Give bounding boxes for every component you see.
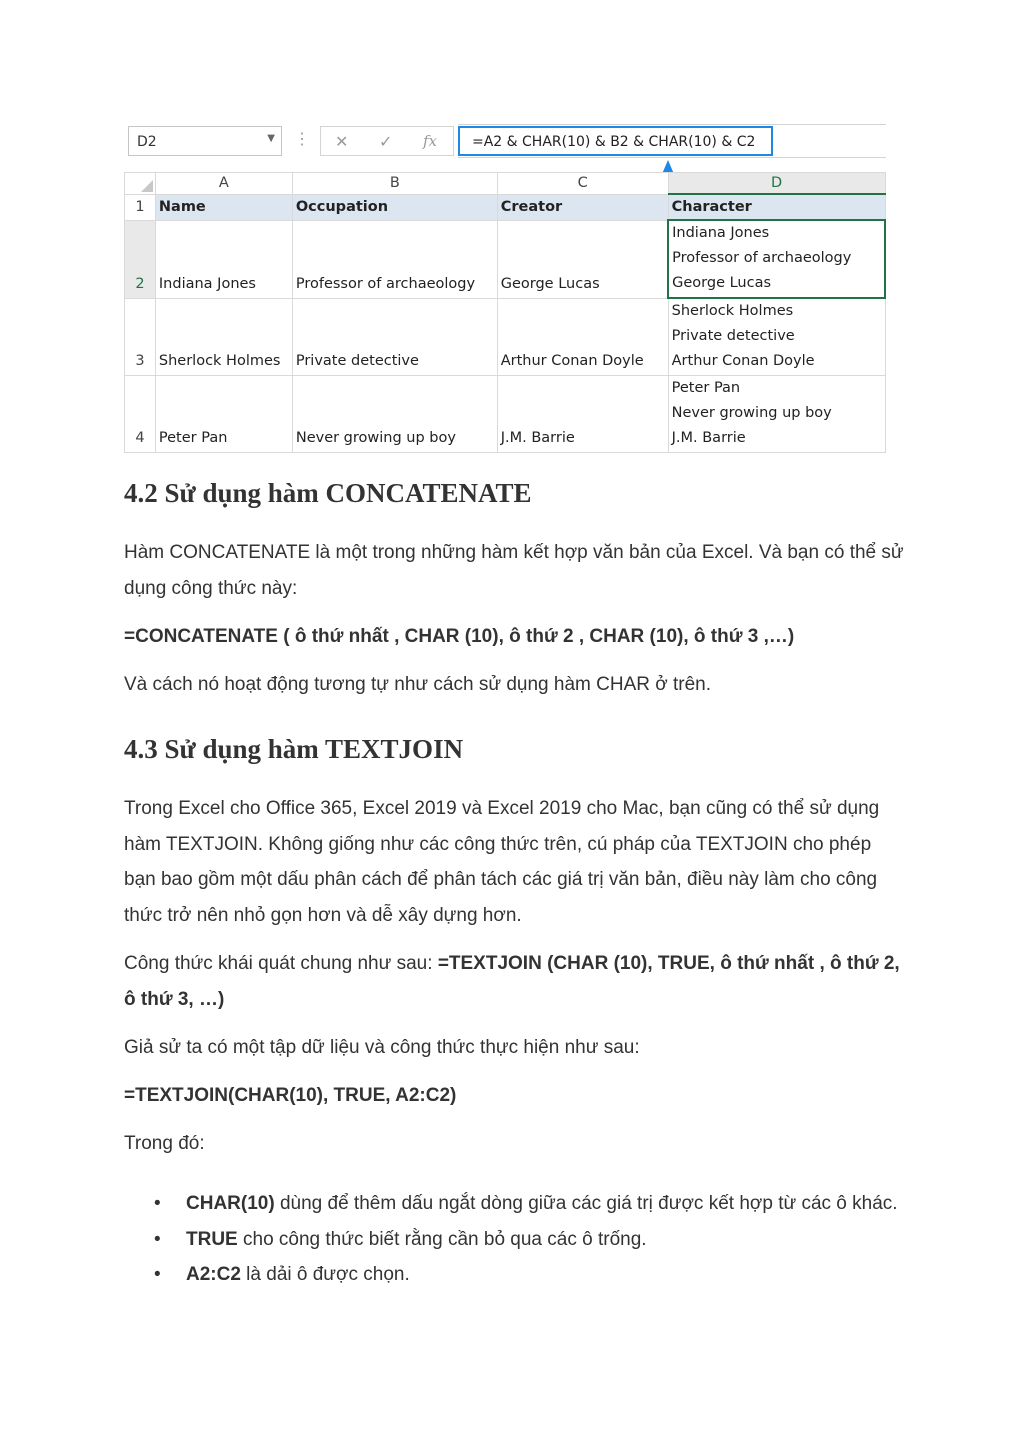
bullet-icon: •	[154, 1264, 161, 1285]
term: CHAR(10)	[186, 1193, 275, 1214]
cell-line: Never growing up boy	[671, 405, 832, 421]
description: cho công thức biết rằng cần bỏ qua các ô trống.	[237, 1228, 647, 1250]
cell-line: Peter Pan	[671, 380, 741, 396]
cell-b1[interactable]: Occupation	[292, 194, 497, 220]
check-icon[interactable]: ✓	[379, 134, 393, 151]
explanation-list	[124, 1186, 904, 1293]
general-label: Công thức khái quát chung như sau:	[124, 953, 438, 974]
general-formula-paragraph	[124, 946, 904, 1017]
row-header-2[interactable]: 2	[125, 220, 156, 298]
formula-buttons	[320, 126, 454, 156]
description: là dải ô được chọn.	[240, 1264, 410, 1285]
cell-a1[interactable]: Name	[155, 194, 292, 220]
row-header-4[interactable]: 4	[125, 376, 156, 453]
cell-line: J.M. Barrie	[671, 430, 746, 446]
bullet-icon: •	[154, 1193, 161, 1214]
cell-d4[interactable]	[668, 376, 885, 453]
bullet-icon: •	[154, 1228, 161, 1250]
cell-line: Sherlock Holmes	[671, 303, 794, 319]
description: dùng để thêm dấu ngắt dòng giữa các giá trị được kết hợp từ các ô khác.	[274, 1193, 898, 1214]
function-icon[interactable]: fx	[423, 132, 438, 150]
list-item	[124, 1257, 904, 1293]
formula-text: =CONCATENATE ( ô thứ nhất , CHAR (10), ô thứ 2 , CHAR (10), ô thứ 3 ,…)	[124, 626, 795, 647]
column-header-d[interactable]: D	[668, 173, 885, 195]
term: TRUE	[186, 1228, 238, 1250]
cell-a4[interactable]: Peter Pan	[155, 376, 292, 453]
cell-line: George Lucas	[672, 275, 772, 291]
cell-d2[interactable]	[668, 220, 885, 298]
excel-screenshot	[124, 124, 886, 444]
cell-line: Private detective	[671, 328, 795, 344]
cell-c2[interactable]: George Lucas	[497, 220, 668, 298]
formula-input[interactable]: =A2 & CHAR(10) & B2 & CHAR(10) & C2	[458, 126, 773, 156]
cancel-icon[interactable]: ✕	[335, 134, 349, 151]
cell-b2[interactable]: Professor of archaeology	[292, 220, 497, 298]
list-item	[124, 1222, 904, 1258]
cell-c1[interactable]: Creator	[497, 194, 668, 220]
paragraph: Trong đó:	[124, 1133, 205, 1154]
column-header-c[interactable]: C	[497, 173, 668, 195]
cell-a3[interactable]: Sherlock Holmes	[155, 298, 292, 376]
select-all-corner[interactable]	[125, 173, 156, 195]
cell-c3[interactable]: Arthur Conan Doyle	[497, 298, 668, 376]
cell-line: Indiana Jones	[672, 225, 770, 241]
paragraph: Trong Excel cho Office 365, Excel 2019 và Excel 2019 cho Mac, bạn cũng có thể sử dụng hàm TEXTJOIN. Không giống như các công thức trên, cú pháp của TEXTJOIN cho phép bạn bao gồm một dấu phân cách để phân tách các giá trị văn bản, điều này làm cho công thức trở nên nhỏ gọn hơn và dễ xây dựng hơn.	[124, 798, 880, 926]
name-box[interactable]	[128, 126, 282, 156]
spreadsheet-grid	[124, 172, 886, 453]
column-header-b[interactable]: B	[292, 173, 497, 195]
general-formula: =TEXTJOIN (CHAR (10), TRUE, ô thứ nhất , ô thứ 2, ô thứ 3, …)	[124, 953, 900, 1010]
list-item	[124, 1186, 904, 1222]
paragraph: Giả sử ta có một tập dữ liệu và công thức thực hiện như sau:	[124, 1037, 640, 1058]
paragraph: Và cách nó hoạt động tương tự như cách sử dụng hàm CHAR ở trên.	[124, 674, 711, 695]
row-header-3[interactable]: 3	[125, 298, 156, 376]
term: A2:C2	[186, 1264, 241, 1285]
row-header-1[interactable]: 1	[125, 194, 156, 220]
example-formula: =TEXTJOIN(CHAR(10), TRUE, A2:C2)	[124, 1085, 457, 1106]
cell-line: Professor of archaeology	[672, 250, 852, 266]
column-header-a[interactable]: A	[155, 173, 292, 195]
cell-line: Arthur Conan Doyle	[671, 353, 815, 369]
cell-a2[interactable]: Indiana Jones	[155, 220, 292, 298]
cell-c4[interactable]: J.M. Barrie	[497, 376, 668, 453]
paragraph: Hàm CONCATENATE là một trong những hàm kết hợp văn bản của Excel. Và bạn có thể sử dụng công thức này:	[124, 542, 904, 599]
name-box-value: D2	[137, 134, 157, 150]
more-icon: ⋮	[294, 131, 310, 148]
chevron-down-icon[interactable]: ▼	[267, 133, 275, 144]
section-heading-43: 4.3 Sử dụng hàm TEXTJOIN	[124, 734, 464, 764]
cell-d3[interactable]	[668, 298, 885, 376]
cell-b3[interactable]: Private detective	[292, 298, 497, 376]
cell-b4[interactable]: Never growing up boy	[292, 376, 497, 453]
section-heading-42: 4.2 Sử dụng hàm CONCATENATE	[124, 478, 532, 508]
cell-d1[interactable]: Character	[668, 194, 885, 220]
